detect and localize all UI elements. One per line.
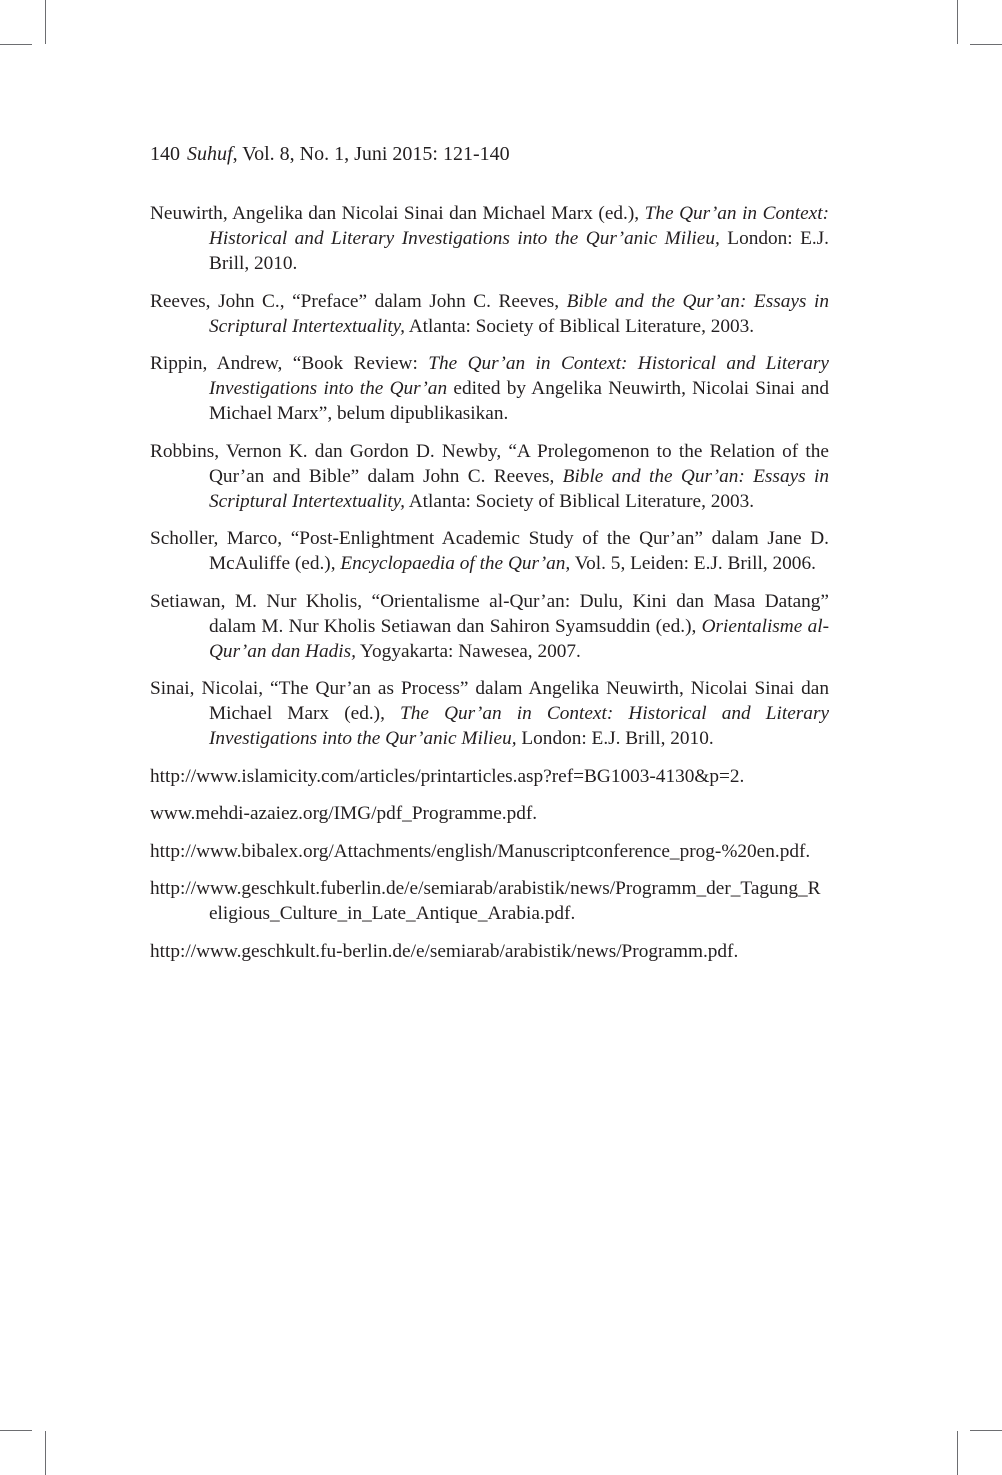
reference-title: The Qur’an in Context: Historical and Literary Investigations into the Qur’anic Milieu, [209, 203, 829, 249]
reference-entry: Neuwirth, Angelika dan Nicolai Sinai dan Michael Marx (ed.), The Qur’an in Context: Historical and Literary Investigations into the Qur’anic Milieu, London: E.J. Brill, 2010. [150, 203, 830, 274]
reference-title: Orientalisme al-Qur’an dan Hadis, [209, 615, 829, 662]
crop-mark-bottom-left-h [0, 1430, 32, 1431]
running-header [150, 140, 510, 168]
reference-title: Encyclopaedia of the Qur’an, [340, 553, 571, 574]
reference-url: http://www.bibalex.org/Attachments/english/Manuscriptconference_prog-%20en.pdf. [150, 840, 811, 862]
crop-mark-bottom-right [957, 1431, 958, 1475]
reference-title: Bible and the Qur’an: Essays in Scriptural Intertextuality, [209, 290, 829, 337]
page-number: 140 [150, 143, 180, 165]
crop-mark-bottom-left [45, 1431, 46, 1475]
reference-entry: Scholler, Marco, “Post-Enlightment Academic Study of the Qur’an” dalam Jane D. McAuliffe (ed.), Encyclopaedia of the Qur’an, Vol. 5, Leiden: E.J. Brill, 2006. [150, 528, 829, 574]
crop-mark-top-left [45, 0, 46, 44]
reference-title: Bible and the Qur’an: Essays in Scriptural Intertextuality, [209, 465, 829, 512]
reference-entry: Rippin, Andrew, “Book Review: The Qur’an in Context: Historical and Literary Investigations into the Qur’an edited by Angelika Neuwirth, Nicolai Sinai and Michael Marx”, belum dipublikasikan. [150, 353, 829, 424]
reference-entry: Setiawan, M. Nur Kholis, “Orientalisme al-Qur’an: Dulu, Kini dan Masa Datang” dalam M. Nur Kholis Setiawan dan Sahiron Syamsuddin (ed.), Orientalisme al-Qur’an dan Hadis, Yogyakarta: Nawesea, 2007. [150, 590, 829, 662]
reference-url: http://www.islamicity.com/articles/printarticles.asp?ref=BG1003-4130&p=2. [150, 765, 745, 787]
crop-mark-top-right-h [970, 44, 1002, 45]
reference-url: www.mehdi-azaiez.org/IMG/pdf_Programme.pdf. [150, 803, 538, 824]
crop-mark-top-left-h [0, 44, 32, 45]
crop-mark-bottom-right-h [970, 1430, 1002, 1431]
reference-entry: Robbins, Vernon K. dan Gordon D. Newby, “A Prolegomenon to the Relation of the Qur’an and Bible” dalam John C. Reeves, Bible and the Qur’an: Essays in Scriptural Intertextuality, Atlanta: Society of Biblical Literature, 2003. [150, 440, 829, 512]
reference-entry: Sinai, Nicolai, “The Qur’an as Process” dalam Angelika Neuwirth, Nicolai Sinai dan Michael Marx (ed.), The Qur’an in Context: Historical and Literary Investigations into the Qur’anic Milieu, London: E.J. Brill, 2010. [150, 678, 830, 749]
reference-title: The Qur’an in Context: Historical and Literary Investigations into the Qur’an [209, 353, 829, 399]
reference-entry: Reeves, John C., “Preface” dalam John C. Reeves, Bible and the Qur’an: Essays in Scriptural Intertextuality, Atlanta: Society of Biblical Literature, 2003. [150, 290, 829, 337]
reference-url: http://www.geschkult.fu-berlin.de/e/semiarab/arabistik/news/Programm.pdf. [150, 940, 739, 962]
bibliography [150, 201, 829, 976]
reference-url: http://www.geschkult.fuberlin.de/e/semiarab/arabistik/news/Programm_der_Tagung_Religious_Culture_in_Late_Antique_Arabia.pdf. [150, 878, 821, 924]
crop-mark-top-right [957, 0, 958, 44]
issue-info: , Vol. 8, No. 1, Juni 2015: 121-140 [232, 143, 510, 165]
reference-title: The Qur’an in Context: Historical and Literary Investigations into the Qur’anic Milieu, [209, 703, 830, 749]
journal-title: Suhuf [187, 143, 233, 165]
